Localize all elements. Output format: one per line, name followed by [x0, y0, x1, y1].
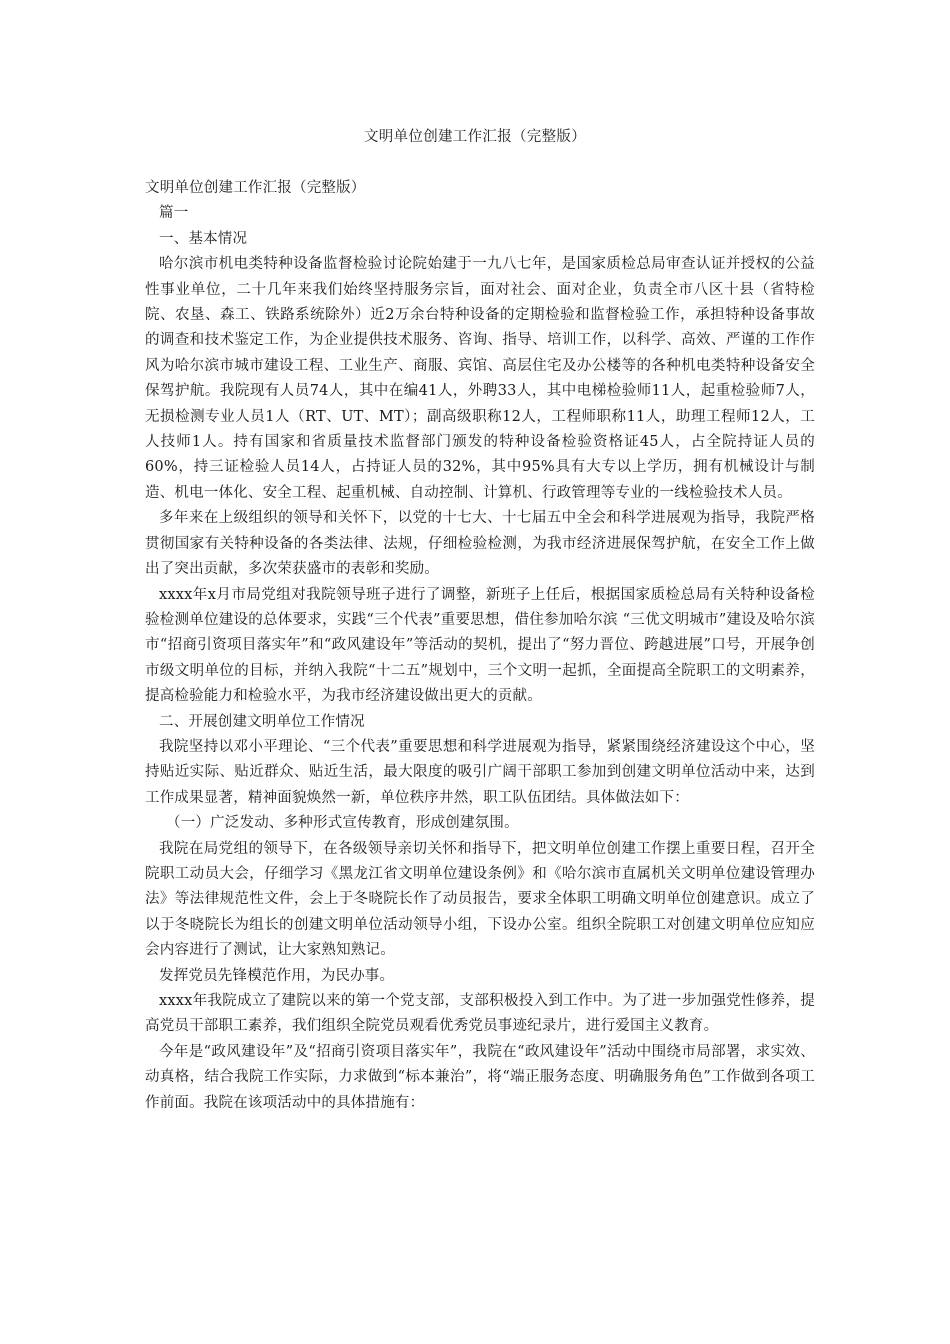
paragraph: 我院在局党组的领导下，在各级领导亲切关怀和指导下，把文明单位创建工作摆上重要日程，召开全院职工动员大会，仔细学习《黑龙江省文明单位建设条例》和《哈尔滨市直属机关文明单位建设管理办法》等法律规范性文件，会上于冬晓院长作了动员报告，要求全体职工明确文明单位创建意识。成立了以于冬晓院长为组长的创建文明单位活动领导小组，下设办公室。组织全院职工对创建文明单位应知应会内容进行了测试，让大家熟知熟记。	[145, 840, 815, 959]
paragraph: 发挥党员先锋模范作用，为民办事。	[159, 967, 395, 984]
paragraph: 今年是“政风建设年”及“招商引资项目落实年”，我院在“政风建设年”活动中围绕市局部署，求实效、动真格，结合我院工作实际，力求做到“标本兼治”，将“端正服务态度、明确服务角色”工作做到各项工作前面。我院在该项活动中的具体措施有：	[145, 1043, 815, 1111]
paragraph: 文明单位创建工作汇报（完整版）	[145, 180, 366, 196]
paragraph: （一）广泛发动、多种形式宣传教育，形成创建氛围。	[166, 815, 519, 832]
document-title: 文明单位创建工作汇报（完整版）	[364, 129, 586, 145]
paragraph: 二、开展创建文明单位工作情况	[159, 713, 365, 730]
paragraph: 我院坚持以邓小平理论、“三个代表”重要思想和科学进展观为指导，紧紧围绕经济建设这个中心，坚持贴近实际、贴近群众、贴近生活，最大限度的吸引广阔干部职工参加到创建文明单位活动中来，达到工作成果显著，精神面貌焕然一新，单位秩序井然，职工队伍团结。具体做法如下：	[145, 738, 815, 806]
paragraph: 一、基本情况	[159, 230, 248, 247]
paragraph: 多年来在上级组织的领导和关怀下，以党的十七大、十七届五中全会和科学进展观为指导，我院严格贯彻国家有关特种设备的各类法律、法规，仔细检验检测，为我市经济进展保驾护航，在安全工作上做出了突出贡献，多次荣获盛市的表彰和奖励。	[145, 510, 815, 578]
paragraph: xxxx年x月市局党组对我院领导班子进行了调整，新班子上任后，根据国家质检总局有关特种设备检验检测单位建设的总体要求，实践“三个代表”重要思想，借住参加哈尔滨 “三优文明城市”建设及哈尔滨市“招商引资项目落实年”和“政风建设年”等活动的契机，提出了“努力晋位、跨越进展”口号，开展争创市级文明单位的目标，并纳入我院“十二五”规划中，三个文明一起抓，全面提高全院职工的文明素养，提高检验能力和检验水平，为我市经济建设做出更大的贡献。	[145, 586, 815, 705]
paragraph: 篇一	[159, 205, 189, 222]
paragraph: 哈尔滨市机电类特种设备监督检验讨论院始建于一九八七年，是国家质检总局审查认证并授权的公益性事业单位，二十几年来我们始终坚持服务宗旨，面对社会、面对企业，负责全市八区十县（省特检院、农垦、森工、铁路系统除外）近2万余台特种设备的定期检验和监督检验工作，承担特种设备事故的调查和技术鉴定工作，为企业提供技术服务、咨询、指导、培训工作，以科学、高效、严谨的工作作风为哈尔滨市城市建设工程、工业生产、商服、宾馆、高层住宅及办公楼等的各种机电类特种设备安全保驾护航。我院现有人员74人，其中在编41人，外聘33人，其中电梯检验师11人，起重检验师7人，无损检测专业人员1人（RT、UT、MT）；副高级职称12人，工程师职称11人，助理工程师12人，工人技师1人。持有国家和省质量技术监督部门颁发的特种设备检验资格证45人，占全院持证人员的60%，持三证检验人员14人，占持证人员的32%，其中95%具有大专以上学历，拥有机械设计与制造、机电一体化、安全工程、起重机械、自动控制、计算机、行政管理等专业的一线检验技术人员。	[145, 256, 815, 501]
document-body	[145, 176, 815, 1116]
paragraph: xxxx年我院成立了建院以来的第一个党支部，支部积极投入到工作中。为了进一步加强党性修养，提高党员干部职工素养，我们组织全院党员观看优秀党员事迹纪录片，进行爱国主义教育。	[145, 993, 815, 1035]
